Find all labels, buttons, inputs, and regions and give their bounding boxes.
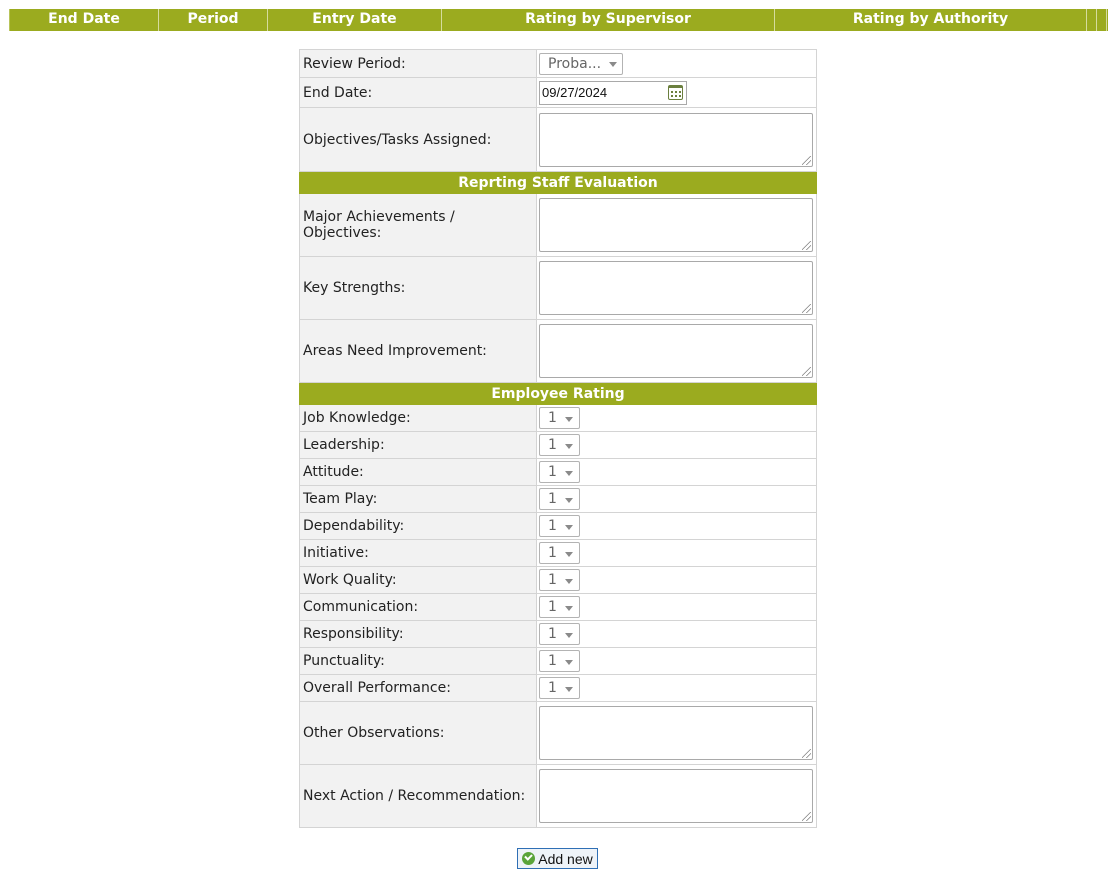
add-new-button[interactable] bbox=[517, 848, 598, 869]
rating-select-team-play[interactable] bbox=[539, 488, 580, 510]
objectives-label: Objectives/Tasks Assigned: bbox=[300, 108, 537, 172]
rating-value: 1 bbox=[548, 626, 557, 642]
resize-grip-icon[interactable] bbox=[802, 156, 811, 165]
rating-label: Work Quality: bbox=[300, 567, 537, 594]
rating-value: 1 bbox=[548, 545, 557, 561]
review-period-select[interactable] bbox=[539, 53, 623, 75]
rating-value: 1 bbox=[548, 518, 557, 534]
grid-header-bar bbox=[9, 9, 1108, 31]
rating-value: 1 bbox=[548, 437, 557, 453]
calendar-icon[interactable] bbox=[668, 85, 683, 100]
add-new-label: Add new bbox=[538, 850, 593, 867]
rating-label: Communication: bbox=[300, 594, 537, 621]
resize-grip-icon[interactable] bbox=[802, 812, 811, 821]
key-strengths-label: Key Strengths: bbox=[300, 257, 537, 320]
rating-label: Initiative: bbox=[300, 540, 537, 567]
rating-label: Job Knowledge: bbox=[300, 405, 537, 432]
review-period-value: Proba... bbox=[548, 55, 602, 72]
rating-value: 1 bbox=[548, 680, 557, 696]
resize-grip-icon[interactable] bbox=[802, 241, 811, 250]
rating-label: Punctuality: bbox=[300, 648, 537, 675]
other-observations-textarea[interactable] bbox=[539, 706, 813, 760]
next-action-textarea[interactable] bbox=[539, 769, 813, 823]
end-date-input[interactable] bbox=[539, 81, 687, 105]
objectives-textarea[interactable] bbox=[539, 113, 813, 167]
rating-label: Team Play: bbox=[300, 486, 537, 513]
chevron-down-icon bbox=[565, 552, 573, 557]
rating-label: Leadership: bbox=[300, 432, 537, 459]
other-observations-label: Other Observations: bbox=[300, 702, 537, 765]
review-period-label: Review Period: bbox=[300, 50, 537, 78]
resize-grip-icon[interactable] bbox=[802, 304, 811, 313]
chevron-down-icon bbox=[565, 417, 573, 422]
column-header-rating-authority[interactable]: Rating by Authority bbox=[775, 9, 1087, 31]
chevron-down-icon bbox=[565, 660, 573, 665]
rating-value: 1 bbox=[548, 491, 557, 507]
rating-select-leadership[interactable] bbox=[539, 434, 580, 456]
end-date-value: 09/27/2024 bbox=[542, 85, 608, 100]
end-date-label: End Date: bbox=[300, 78, 537, 108]
areas-improvement-label: Areas Need Improvement: bbox=[300, 320, 537, 383]
rating-value: 1 bbox=[548, 464, 557, 480]
rating-select-communication[interactable] bbox=[539, 596, 580, 618]
rating-label: Responsibility: bbox=[300, 621, 537, 648]
chevron-down-icon bbox=[565, 687, 573, 692]
chevron-down-icon bbox=[565, 444, 573, 449]
rating-select-attitude[interactable] bbox=[539, 461, 580, 483]
rating-select-job-knowledge[interactable] bbox=[539, 407, 580, 429]
rating-label: Overall Performance: bbox=[300, 675, 537, 702]
column-header-rating-supervisor[interactable]: Rating by Supervisor bbox=[442, 9, 775, 31]
resize-grip-icon[interactable] bbox=[802, 367, 811, 376]
column-header-spacer bbox=[1097, 9, 1107, 31]
resize-grip-icon[interactable] bbox=[802, 749, 811, 758]
rating-value: 1 bbox=[548, 410, 557, 426]
major-achievements-textarea[interactable] bbox=[539, 198, 813, 252]
column-header-period[interactable]: Period bbox=[159, 9, 268, 31]
chevron-down-icon bbox=[565, 498, 573, 503]
chevron-down-icon bbox=[565, 633, 573, 638]
column-header-spacer bbox=[1087, 9, 1097, 31]
rating-select-punctuality[interactable] bbox=[539, 650, 580, 672]
rating-value: 1 bbox=[548, 653, 557, 669]
section-header-staff-evaluation: Reprting Staff Evaluation bbox=[300, 172, 817, 194]
major-achievements-label: Major Achievements / Objectives: bbox=[300, 194, 537, 257]
rating-value: 1 bbox=[548, 599, 557, 615]
chevron-down-icon bbox=[565, 471, 573, 476]
section-header-employee-rating: Employee Rating bbox=[300, 383, 817, 405]
rating-select-responsibility[interactable] bbox=[539, 623, 580, 645]
rating-select-overall-performance[interactable] bbox=[539, 677, 580, 699]
rating-label: Attitude: bbox=[300, 459, 537, 486]
rating-select-dependability[interactable] bbox=[539, 515, 580, 537]
column-header-end-date[interactable]: End Date bbox=[10, 9, 159, 31]
chevron-down-icon bbox=[565, 579, 573, 584]
chevron-down-icon bbox=[565, 606, 573, 611]
check-circle-icon bbox=[522, 852, 535, 865]
chevron-down-icon bbox=[565, 525, 573, 530]
column-header-entry-date[interactable]: Entry Date bbox=[268, 9, 442, 31]
evaluation-form bbox=[299, 49, 817, 828]
rating-label: Dependability: bbox=[300, 513, 537, 540]
rating-value: 1 bbox=[548, 572, 557, 588]
chevron-down-icon bbox=[609, 62, 617, 67]
areas-improvement-textarea[interactable] bbox=[539, 324, 813, 378]
next-action-label: Next Action / Recommendation: bbox=[300, 765, 537, 828]
rating-select-work-quality[interactable] bbox=[539, 569, 580, 591]
rating-select-initiative[interactable] bbox=[539, 542, 580, 564]
key-strengths-textarea[interactable] bbox=[539, 261, 813, 315]
